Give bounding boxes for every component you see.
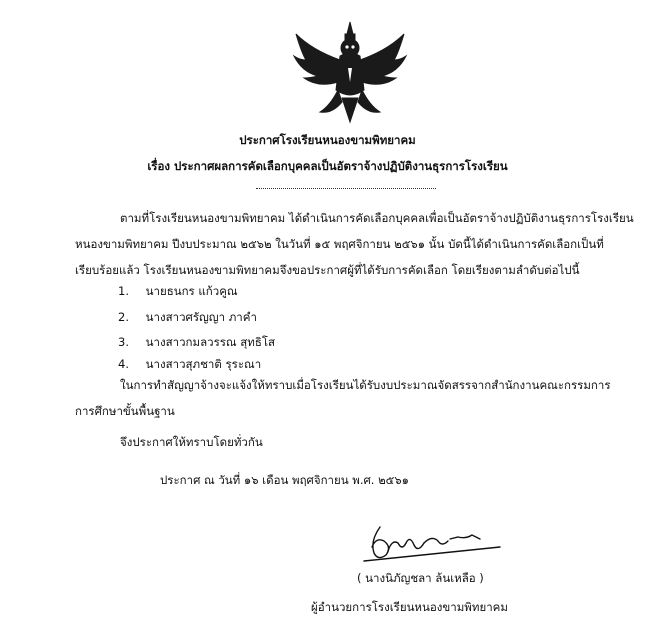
list-item-name: นางสาวกมลวรรณ สุทธิโส: [145, 335, 276, 349]
garuda-emblem-icon: [292, 20, 408, 124]
announcement-date: ประกาศ ณ วันที่ ๑๖ เดือน พฤศจิกายน พ.ศ. ๒๕๖๑: [160, 473, 409, 487]
contract-paragraph: [75, 372, 635, 424]
list-item-number: 2.: [118, 310, 129, 324]
list-item-name: นายธนกร แก้วคูณ: [145, 284, 238, 298]
contract-line-2: การศึกษาขั้นพื้นฐาน: [75, 404, 175, 418]
contract-line-1: ในการทำสัญญาจ้างจะแจ้งให้ทราบเมื่อโรงเรียนได้รับงบประมาณจัดสรรจากสำนักงานคณะกรรมการ: [120, 378, 611, 392]
list-item: [118, 309, 257, 327]
title-divider: [256, 188, 436, 189]
intro-paragraph: [75, 205, 635, 283]
signer-position: ผู้อำนวยการโรงเรียนหนองขามพิทยาคม: [311, 600, 508, 614]
list-item-number: 3.: [118, 335, 129, 349]
intro-line-3: เรียบร้อยแล้ว โรงเรียนหนองขามพิทยาคมจึงขอประกาศผู้ที่ได้รับการคัดเลือก โดยเรียงตามลำดับต่อไปนี้: [75, 263, 580, 277]
list-item-name: นางสาวศรัญญา ภาคำ: [145, 310, 257, 324]
list-item-number: 1.: [118, 284, 129, 298]
list-item: [118, 334, 275, 352]
signer-name: ( นางนิภัญชลา ล้นเหลือ ): [357, 571, 484, 585]
announcement-subject: เรื่อง ประกาศผลการคัดเลือกบุคคลเป็นอัตราจ้างปฏิบัติงานธุรการโรงเรียน: [147, 159, 508, 173]
list-item: [118, 283, 238, 301]
list-item-name: นางสาวสุภชาติ รุระณา: [145, 357, 262, 371]
intro-line-2: หนองขามพิทยาคม ปีงบประมาณ ๒๕๖๒ ในวันที่ ๑๕ พฤศจิกายน ๒๕๖๑ นั้น บัดนี้ได้ดำเนินการคัดเลือกเป็นที่: [75, 237, 604, 251]
announcement-title: ประกาศโรงเรียนหนองขามพิทยาคม: [239, 133, 416, 147]
notice-text: จึงประกาศให้ทราบโดยทั่วกัน: [120, 435, 263, 449]
signature-graphic: [362, 521, 502, 567]
list-item-number: 4.: [118, 357, 129, 371]
intro-line-1: ตามที่โรงเรียนหนองขามพิทยาคม ได้ดำเนินการคัดเลือกบุคคลเพื่อเป็นอัตราจ้างปฏิบัติงานธุรการโรงเรียน: [120, 211, 634, 225]
